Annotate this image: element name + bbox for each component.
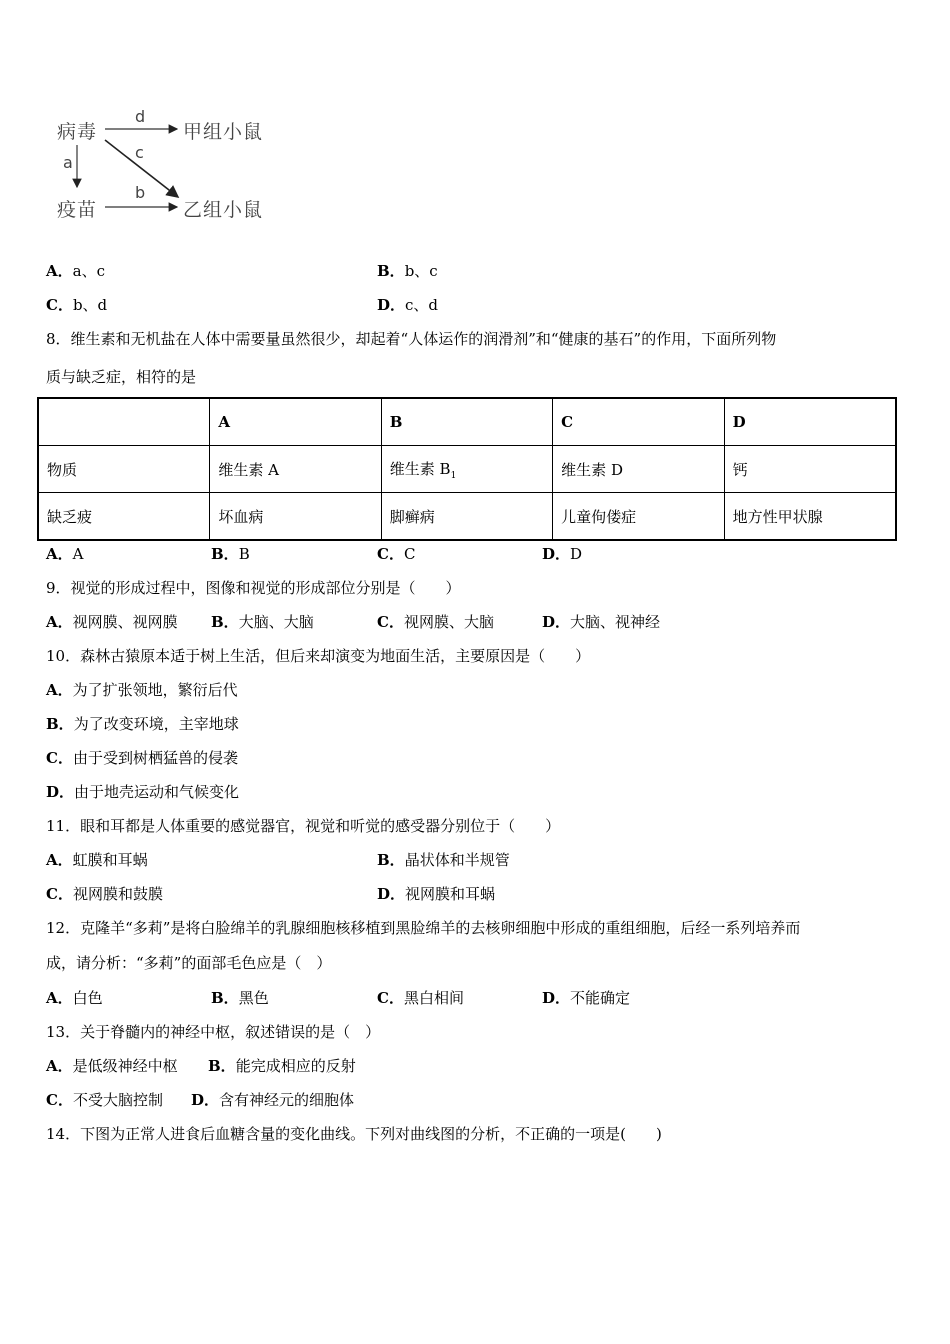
q13-option-b: B．能完成相应的反射 (208, 1057, 356, 1075)
q10-option-a: A．为了扩张领地，繁衍后代 (46, 681, 238, 699)
q7-option-c: C．b、d (46, 296, 108, 314)
q7-option-d: D．c、d (377, 296, 439, 314)
q12-option-a: A．白色 (46, 989, 103, 1007)
virus-vaccine-diagram (55, 105, 285, 225)
q8-option-d: D．D (542, 545, 583, 563)
q11-option-a: A．虹膜和耳蜗 (46, 851, 148, 869)
q8-table (37, 397, 897, 541)
q10-option-b: B．为了改变环境，主宰地球 (46, 715, 239, 733)
arrow-a-label: a (63, 153, 74, 172)
virus-label: 病毒 (57, 121, 98, 143)
q13-stem: 13．关于脊髓内的神经中枢，叙述错误的是（ ） (46, 1023, 381, 1041)
arrow-d-label: d (135, 107, 147, 126)
q11-stem: 11．眼和耳都是人体重要的感觉器官，视觉和听觉的感受器分别位于（ ） (46, 817, 561, 835)
vaccine-label: 疫苗 (57, 199, 98, 221)
group-b-label: 乙组小鼠 (183, 199, 264, 221)
table-header-row: A B C D (38, 398, 896, 446)
q10-stem: 10．森林古猿原本适于树上生活，但后来却演变为地面生活，主要原因是（ ） (46, 647, 591, 665)
q11-option-d: D．视网膜和耳蜗 (377, 885, 496, 903)
q8-option-a: A．A (46, 545, 84, 563)
q11-option-c: C．视网膜和鼓膜 (46, 885, 163, 903)
arrow-c-label: c (135, 143, 145, 162)
q8-stem-line2: 质与缺乏症，相符的是 (46, 368, 197, 386)
q13-option-c: C．不受大脑控制 (46, 1091, 163, 1109)
q12-option-b: B．黑色 (211, 989, 269, 1007)
q9-option-c: C．视网膜、大脑 (377, 613, 494, 631)
q9-option-a: A．视网膜、视网膜 (46, 613, 178, 631)
group-a-label: 甲组小鼠 (183, 121, 264, 143)
q11-option-b: B．晶状体和半规管 (377, 851, 510, 869)
q13-option-d: D．含有神经元的细胞体 (191, 1091, 355, 1109)
q9-option-d: D．大脑、视神经 (542, 613, 661, 631)
q7-option-b: B．b、c (377, 262, 438, 280)
arrow-b-label: b (135, 183, 147, 202)
q8-stem-line1: 8．维生素和无机盐在人体中需要量虽然很少，却起着“人体运作的润滑剂”和“健康的基石”的作用，下面所列物 (46, 330, 777, 348)
table-row: 缺乏疲 坏血病 脚癣病 儿童佝偻症 地方性甲状腺 (38, 493, 896, 541)
table-row: 物质 维生素 A 维生素 $B_1$ 维生素 D 钙 (38, 446, 896, 493)
q7-option-a: A．a、c (46, 262, 105, 280)
q14-stem: 14．下图为正常人进食后血糖含量的变化曲线。下列对曲线图的分析，不正确的一项是( ) (46, 1125, 662, 1143)
q12-option-d: D．不能确定 (542, 989, 631, 1007)
q12-stem-line1: 12．克隆羊“多莉”是将白脸绵羊的乳腺细胞核移植到黑脸绵羊的去核卵细胞中形成的重组细胞，后经一系列培养而 (46, 919, 801, 937)
q12-option-c: C．黑白相间 (377, 989, 464, 1007)
q10-option-c: C．由于受到树栖猛兽的侵袭 (46, 749, 238, 767)
q8-option-b: B．B (211, 545, 250, 563)
q10-option-d: D．由于地壳运动和气候变化 (46, 783, 240, 801)
q13-option-a: A．是低级神经中枢 (46, 1057, 178, 1075)
q8-option-c: C．C (377, 545, 416, 563)
q9-stem: 9．视觉的形成过程中，图像和视觉的形成部位分别是（ ） (46, 579, 461, 597)
q12-stem-line2: 成，请分析：“多莉”的面部毛色应是（ ） (46, 954, 332, 972)
q9-option-b: B．大脑、大脑 (211, 613, 314, 631)
